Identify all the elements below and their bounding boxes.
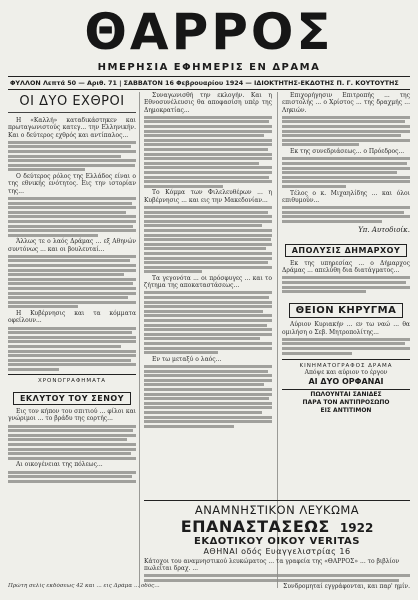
footer-text: Πρώτη σελίς εκδόσεως 42 και ... εις Δράμα ... οδός... [8, 583, 160, 589]
sermon-heading: ΘΕΙΟΝ ΚΗΡΥΓΜΑ [289, 303, 404, 318]
section-rule [8, 374, 136, 375]
album-line-3: ΕΚΔΟΤΙΚΟΥ ΟΙΚΟΥ VERITAS [193, 536, 360, 547]
middle-paragraph-2: Το Κόμμα των Φιλελευθέρων ... η Κυβέρνησις ... και εις την Μακεδονίαν... [144, 189, 272, 204]
text-filler [8, 141, 136, 172]
right-paragraph-3: Τέλος ο κ. Μιχαηλίδης ... και όλοι επιθυμούν... [282, 189, 410, 204]
middle-paragraph-1: Συναγωνισθή την εκλογήν. Και η Εθνοσυνέλευσις θα αποφασίση υπέρ της Δημοκρατίας... [144, 92, 272, 114]
text-filler [8, 471, 136, 483]
box-heading: ΕΚΛΥΤΟΥ ΤΟΥ ΣΕΝΟΥ [13, 392, 131, 405]
album-closing: Συνδρομηταί εγγράφονται, και παρ' ημίν. [283, 583, 410, 591]
text-filler [282, 206, 410, 223]
right-paragraph-2: Εκ της συνεδριάσεως... ο Πρόεδρος... [290, 148, 405, 156]
sermon-body [282, 321, 410, 354]
chronicle-paragraph-2: Αι οικογένειαι της πόλεως... [16, 461, 103, 469]
article-signature: Υπ. Αυτοδιοίκ. [358, 225, 410, 234]
masthead-subtitle: ΗΜΕΡΗΣΙΑ ΕΦΗΜΕΡΙΣ ΕΝ ΔΡΑΜΑ [97, 62, 321, 73]
album-year: 1922 [339, 521, 374, 535]
text-filler [144, 116, 272, 188]
column-divider-1 [139, 92, 140, 588]
text-filler [8, 255, 136, 309]
text-filler [8, 197, 136, 237]
album-advertisement [144, 500, 410, 591]
right-column [282, 92, 410, 414]
sermon-paragraph: Αύριον Κυριακήν ... εν τω ναώ ... θα ομιλήση ο Σεβ. Μητροπολίτης... [282, 321, 410, 336]
right-paragraph-1: Επιχορήγησιν Επιτροπής ... της επιστολής ... ο Χρίστος ... της δραχμής ... Ληκιών. [282, 92, 410, 114]
chronicle-body [8, 408, 136, 483]
left-column [8, 92, 136, 484]
masthead-rule-bottom [8, 89, 410, 90]
middle-column [144, 92, 272, 429]
section-label: ΧΡΟΝΟΓΡΑΦΗΜΑΤΑ [37, 377, 107, 384]
right-article-body [282, 92, 410, 223]
text-filler [144, 206, 272, 273]
dismissal-body [282, 260, 410, 293]
album-body: Κάτοχοι του αναμνηστικού λευκώματος ... τα γραφεία της «ΘΑΡΡΟΣ» ... το βιβλίον πωλείται δραχ. ... [144, 558, 400, 573]
article-paragraph-3: Άλλως τε ο λαός Δράμας ... εξ Αθηνών συντόνως ... και οι βουλευταί... [8, 238, 136, 253]
cinema-rule [282, 359, 410, 360]
text-filler [8, 425, 136, 460]
dismissal-paragraph: Εκ της υπηρεσίας ... ο Δήμαρχος Δράμας ... απελύθη δια διατάγματος... [282, 259, 410, 275]
middle-paragraph-3: Τα γεγονότα ... οι πρόσφυγες ... και το ζήτημα της αποκαταστάσεως... [144, 274, 272, 290]
middle-paragraph-4: Εν τω μεταξύ ο λαός... [152, 355, 222, 363]
film-title: ΑΙ ΔΥΟ ΟΡΦΑΝΑΙ [308, 376, 384, 386]
article-body [8, 117, 136, 371]
text-filler [282, 116, 410, 147]
text-filler [282, 157, 410, 188]
masthead-title: ΘΑΡΡΟΣ [84, 3, 334, 61]
ad-line-1: ΠΩΛΟΥΝΤΑΙ ΣΑΝΙΔΕΣ [310, 390, 382, 398]
album-line-1: ΑΝΑΜΝΗΣΤΙΚΟΝ ΛΕΥΚΩΜΑ [194, 503, 360, 517]
text-filler [144, 365, 272, 428]
album-line-2: ΕΠΑΝΑΣΤΑΣΕΩΣ [180, 517, 330, 536]
article-headline: ΟΙ ΔΥΟ ΕΧΘΡΟΙ [8, 92, 136, 113]
chronicle-paragraph-1: Εις τον κήπον του σπιτιού ... φίλοι και γνώριμοι ... το βράδυ της εορτής... [8, 407, 136, 423]
text-filler [282, 338, 410, 355]
album-rule [144, 500, 410, 501]
middle-article-body [144, 92, 272, 428]
article-paragraph-2: Ο δεύτερος ρόλος της Ελλάδος είναι ο της εθνικής ενότητος. Εις την ιστορίαν της... [8, 173, 136, 195]
article-paragraph-1: Η «Καλλή» καταδικάστηκεν και πρωταγωνιστούς κατεγ... την Ελληνικήν. Και ο δεύτερος εχθρός και αντίπαλος... [8, 117, 136, 139]
ad-line-3: ΕΙΣ ΑΝΤΙΤΙΜΟΝ [320, 406, 372, 414]
ad-line-2: ΠΑΡΑ ΤΟΝ ΑΝΤΙΠΡΟΣΩΠΟ [302, 398, 390, 406]
box-heading-dismissal: ΑΠΟΛΥΣΙΣ ΔΗΜΑΡΧΟΥ [285, 244, 408, 257]
article-paragraph-4: Η Κυβέρνησις και τα κόμματα οφείλουν... [8, 310, 136, 325]
text-filler [144, 291, 272, 354]
ad-rule [282, 389, 410, 390]
film-line: Απόψε και αύριον το έργον [304, 368, 388, 376]
album-line-4: ΑΘΗΝΑΙ οδός Ευαγγελιστρίας 16 [203, 547, 351, 556]
text-filler [144, 574, 410, 582]
text-filler [8, 327, 136, 371]
dateline: ΦΥΛΛΟΝ Λεπτά 50 — Αριθ. 71 | ΣΑΒΒΑΤΟΝ 16 Φεβρουαρίου 1924 — ΙΔΙΟΚΤΗΤΗΣ-ΕΚΔΟΤΗΣ Π. Γ. ΚΟΥΤΟΥΤΗΣ [10, 79, 399, 87]
masthead-rule-top [8, 76, 410, 77]
text-filler [282, 276, 410, 293]
cinema-label: ΚΙΝΗΜΑΤΟΓΡΑΦΟΣ ΔΡΑΜΑ [299, 362, 393, 369]
